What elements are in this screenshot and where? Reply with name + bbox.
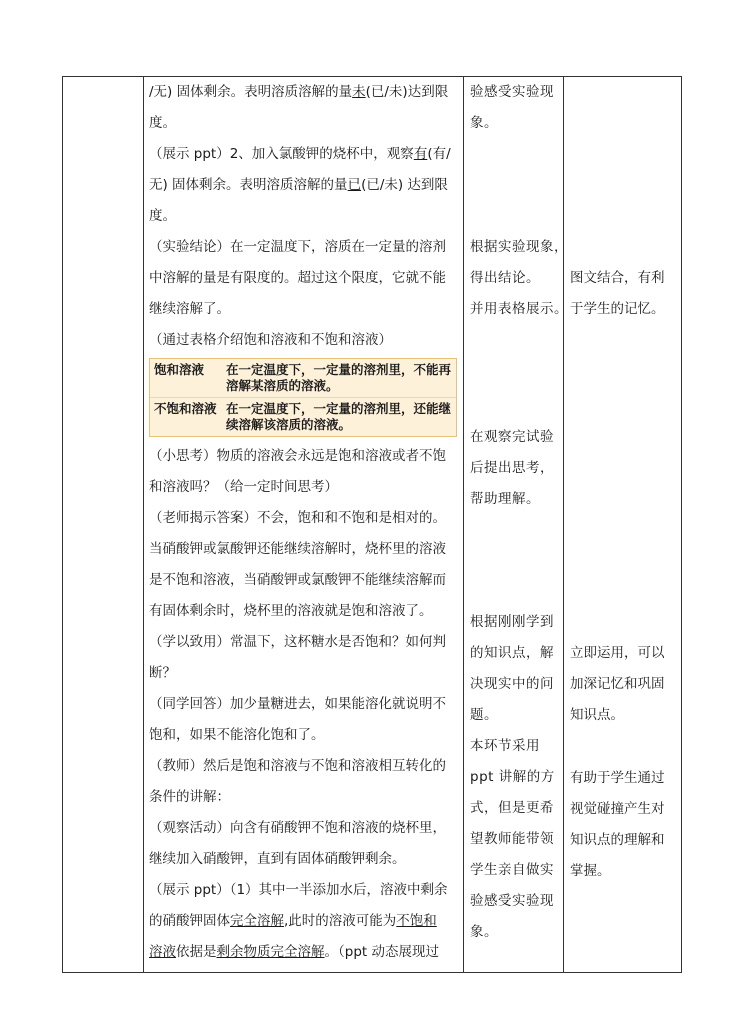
text-line: 根据刚刚学到 (470, 614, 554, 630)
text-line: 知识点的理解和 (570, 832, 665, 848)
text-line: 帮助理解。 (470, 491, 540, 507)
text-line: /无) 固体剩余。表明溶质溶解的量未(已/未)达到限 (149, 84, 449, 100)
definition-term: 饱和溶液 (154, 362, 205, 377)
text-line: 的知识点，解 (470, 645, 554, 661)
text-line: 无) 固体剩余。表明溶质溶解的量已(已/未) 达到限 (149, 177, 448, 193)
text-line: 有助于学生通过 (570, 770, 665, 786)
text-line: 在观察完试验 (470, 429, 554, 445)
text-line: 饱和，如果不能溶化饱和了。 (149, 727, 325, 743)
definition-row (150, 359, 456, 397)
text-line: 是不饱和溶液，当硝酸钾或氯酸钾不能继续溶解而 (149, 572, 446, 588)
cell-block (470, 422, 566, 515)
text-line: 条件的讲解： (149, 789, 230, 805)
text-line: 中溶解的量是有限度的。超过这个限度，它就不能 (149, 270, 446, 286)
text-line: 并用表格展示。 (470, 301, 568, 317)
text-line: 验感受实验现 (470, 893, 554, 909)
text-line: ppt 讲解的方 (470, 769, 555, 785)
text-line: 当硝酸钾或氯酸钾还能继续溶解时，烧杯里的溶液 (149, 541, 446, 557)
lesson-table (62, 76, 682, 973)
definition-row (150, 397, 456, 436)
text-line: 度。 (149, 115, 176, 131)
text-line: 知识点。 (570, 707, 624, 723)
text-line: 断？ (149, 665, 176, 681)
text-line: 的硝酸钾固体完全溶解,此时的溶液可能为不饱和 (149, 913, 437, 929)
text-line: （小思考）物质的溶液会永远是饱和溶液或者不饱 (149, 448, 446, 464)
text-line: 后提出思考， (470, 460, 554, 476)
definition-table (149, 358, 457, 437)
text-line: （实验结论）在一定温度下，溶质在一定量的溶剂 (149, 239, 446, 255)
text-line: 继续溶解了。 (149, 301, 230, 317)
text-line: 题。 (470, 707, 498, 723)
text-line: 立即运用，可以 (570, 645, 665, 661)
text-line: 度。 (149, 208, 176, 224)
text-line: 本环节采用 (470, 738, 540, 754)
text-line: （学以致用）常温下，这杯糖水是否饱和？如何判 (149, 634, 446, 650)
text-line: 加深记忆和巩固 (570, 676, 665, 692)
cell-block (570, 638, 682, 731)
column-divider (143, 77, 144, 972)
definition-desc: 在一定温度下，一定量的溶剂里，还能继续溶解该溶质的溶液。 (226, 401, 452, 432)
text-line: （展示 ppt）2、加入氯酸钾的烧杯中，观察有(有/ (149, 146, 451, 162)
text-line: 于学生的记忆。 (570, 301, 665, 317)
text-line: 溶液依据是剩余物质完全溶解。（ppt 动态展现过 (149, 944, 439, 960)
text-line: 掌握。 (570, 863, 611, 879)
definition-desc: 在一定温度下，一定量的溶剂里，不能再溶解某溶质的溶液。 (226, 362, 452, 393)
text-line: （教师）然后是饱和溶液与不饱和溶液相互转化的 (149, 758, 446, 774)
text-line: 象。 (470, 115, 498, 131)
text-line: 验感受实验现 (470, 84, 554, 100)
text-line: （展示 ppt）（1）其中一半添加水后，溶液中剩余 (149, 882, 448, 898)
text-line: 望教师能带领 (470, 831, 554, 847)
cell-block (470, 607, 566, 948)
teaching-process-column (149, 77, 455, 972)
cell-block (570, 763, 682, 887)
cell-block (470, 232, 570, 325)
column-divider (463, 77, 464, 972)
design-intent-column (470, 77, 566, 972)
text-line: 得出结论。 (470, 270, 540, 286)
text-line: 决现实中的问 (470, 676, 554, 692)
text-line: 有固体剩余时，烧杯里的溶液就是饱和溶液了。 (149, 603, 433, 619)
text-line: 象。 (470, 924, 498, 940)
text-line: （同学回答）加少量糖进去，如果能溶化就说明不 (149, 696, 446, 712)
text-line: 根据实验现象， (470, 239, 568, 255)
text-line: 图文结合，有利 (570, 270, 665, 286)
text-line: 和溶液吗？（给一定时间思考） (149, 479, 338, 495)
text-line: 继续加入硝酸钾，直到有固体硝酸钾剩余。 (149, 851, 406, 867)
text-line: 视觉碰撞产生对 (570, 801, 665, 817)
text-line: 学生亲自做实 (470, 862, 554, 878)
rationale-column (570, 77, 680, 972)
text-line: 式，但是更希 (470, 800, 554, 816)
text-line: （通过表格介绍饱和溶液和不饱和溶液） (149, 332, 392, 348)
text-line: （老师揭示答案）不会，饱和和不饱和是相对的。 (149, 510, 446, 526)
cell-block (470, 77, 566, 139)
cell-block (570, 263, 682, 325)
text-line: （观察活动）向含有硝酸钾不饱和溶液的烧杯里， (149, 820, 446, 836)
definition-term: 不饱和溶液 (154, 401, 217, 416)
